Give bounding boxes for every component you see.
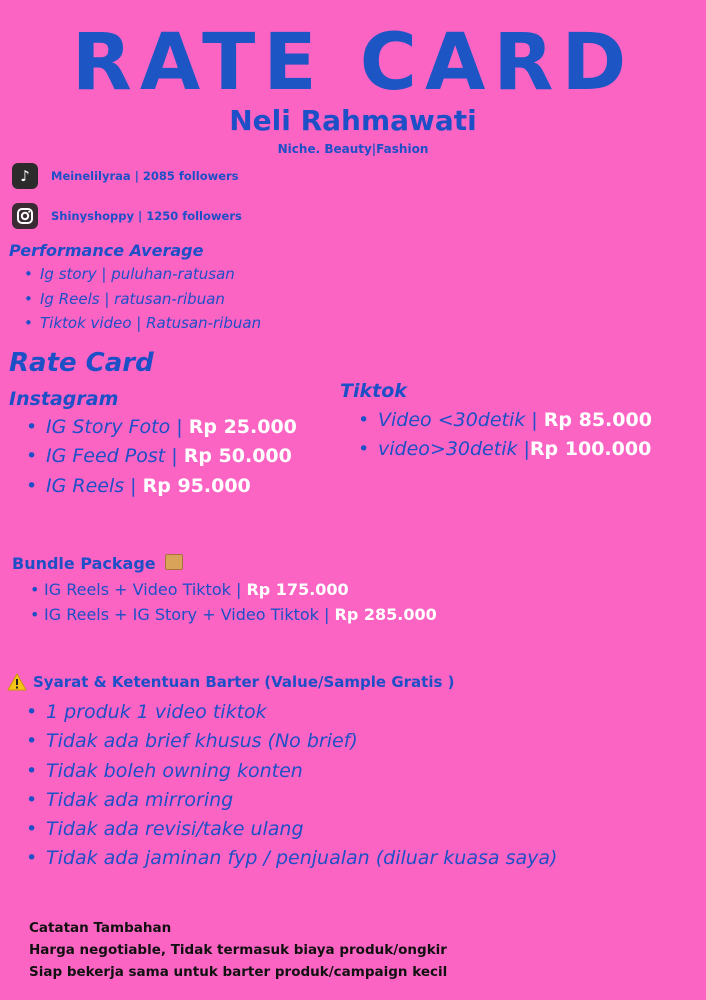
tiktok-rates [358,409,652,468]
tiktok-heading: Tiktok [340,380,407,402]
list-item: • Tidak ada revisi/take ulang [26,818,557,847]
social-tiktok-text: Meinelilyraa | 2085 followers [51,169,239,183]
creator-name: Neli Rahmawati [229,104,477,137]
list-item: • Ig story | puluhan-ratusan [24,265,261,290]
list-item: • IG Reels + Video Tiktok | Rp 175.000 [30,580,437,605]
bundle-list [30,580,437,630]
instagram-rates [26,416,297,504]
list-item: • video>30detik |Rp 100.000 [358,438,652,467]
rate-card-heading: Rate Card [9,348,154,378]
list-item: • Tidak ada jaminan fyp / penjualan (diluar kuasa saya) [26,847,557,876]
list-item: • IG Story Foto | Rp 25.000 [26,416,297,445]
list-item: • Ig Reels | ratusan-ribuan [24,290,261,315]
social-instagram-text: Shinyshoppy | 1250 followers [51,209,242,223]
list-item: • Tidak ada brief khusus (No brief) [26,730,557,759]
list-item: • Tiktok video | Ratusan-ribuan [24,314,261,339]
tiktok-icon: ♪ [12,163,38,189]
list-item: • Tidak ada mirroring [26,789,557,818]
list-item: • IG Reels | Rp 95.000 [26,475,297,504]
barter-heading: Syarat & Ketentuan Barter (Value/Sample Gratis ) [7,673,454,691]
notes-line: Harga negotiable, Tidak termasuk biaya produk/ongkir [29,942,447,958]
list-item: • 1 produk 1 video tiktok [26,701,557,730]
performance-list [24,265,261,339]
social-tiktok [12,163,239,189]
list-item: • IG Feed Post | Rp 50.000 [26,445,297,474]
performance-heading: Performance Average [9,241,204,260]
list-item: • Tidak boleh owning konten [26,760,557,789]
instagram-heading: Instagram [9,388,119,410]
bundle-heading: Bundle Package [12,554,183,573]
list-item: • Video <30detik | Rp 85.000 [358,409,652,438]
list-item: • IG Reels + IG Story + Video Tiktok | Rp 285.000 [30,605,437,630]
niche-label: Niche. Beauty|Fashion [277,142,429,156]
social-instagram [12,203,242,229]
notes-line: Siap bekerja sama untuk barter produk/campaign kecil [29,964,448,980]
instagram-icon [12,203,38,229]
package-icon [165,554,183,570]
page-title: RATE CARD [71,18,635,108]
barter-list [26,701,557,877]
additional-notes [29,917,447,983]
notes-heading: Catatan Tambahan [29,920,172,936]
warning-icon [7,673,27,691]
